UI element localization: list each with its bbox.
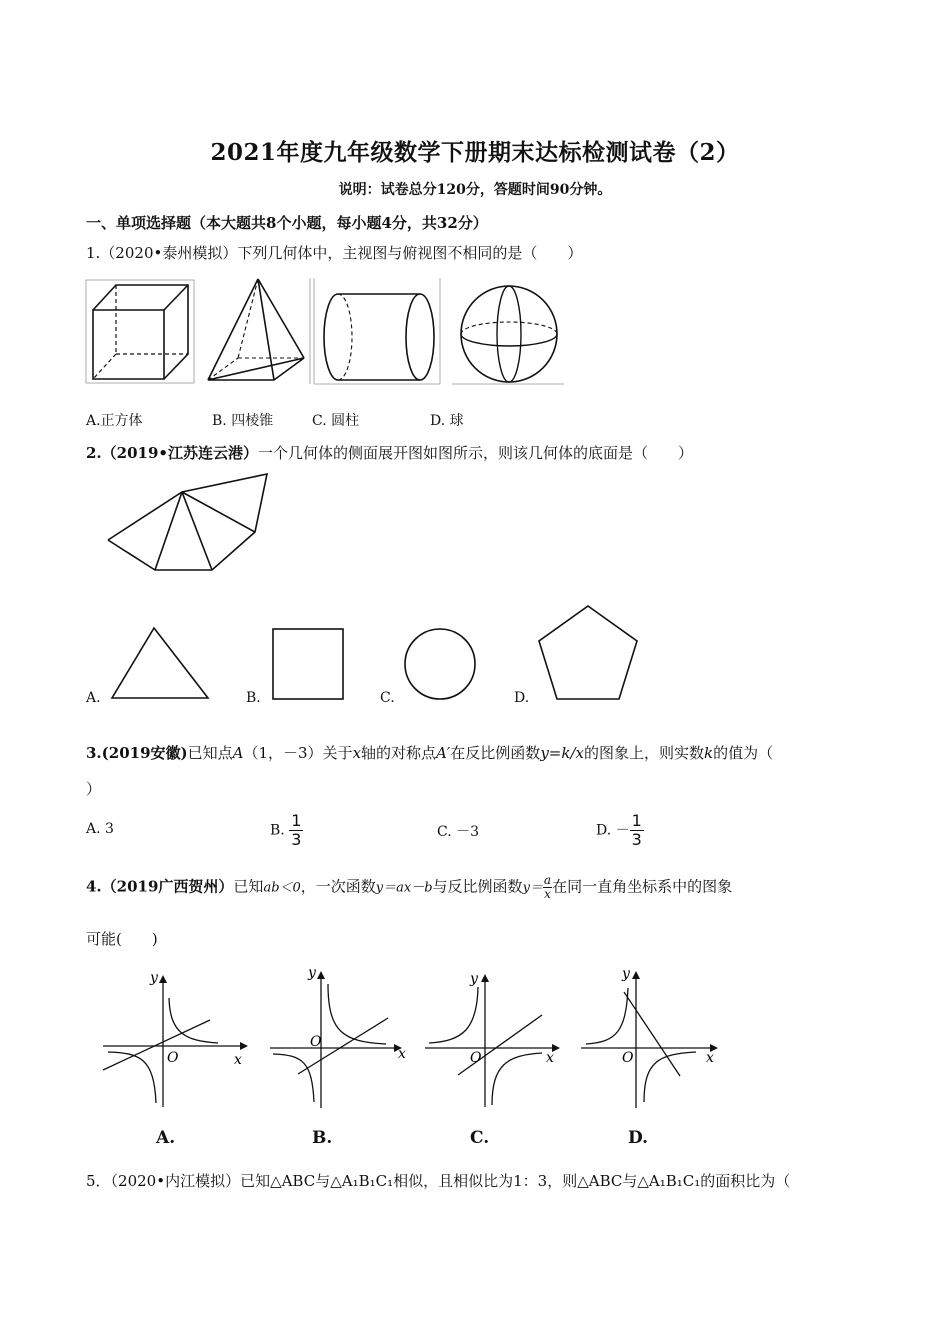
question-5-text: 5．（2020•内江模拟）已知△ABC与△A₁B₁C₁相似，且相似比为1：3，则△ABC与△A₁B₁C₁的面积比为（ <box>86 1172 791 1190</box>
pyramid-figure <box>200 276 312 386</box>
q3-function: y=k/x <box>540 744 584 762</box>
q4-text-part: 与反比例函数 <box>432 877 523 896</box>
question-4-text <box>86 874 732 901</box>
question-3-cont: ） <box>86 780 102 798</box>
question-4-cont: 可能( ) <box>86 930 158 948</box>
question-3-text <box>86 742 773 764</box>
graph-c[interactable] <box>422 965 572 1110</box>
axis-y-label: y <box>150 970 158 986</box>
cube-figure <box>86 280 196 385</box>
net-figure <box>100 470 275 575</box>
axis-x-label: x <box>546 1050 554 1066</box>
origin-label: O <box>167 1050 179 1066</box>
sphere-figure <box>452 280 564 386</box>
square-option[interactable] <box>272 628 344 700</box>
q3-point-a-prime: A′ <box>436 744 451 762</box>
axis-x-label: x <box>234 1052 242 1068</box>
q2-option-b[interactable]: B. <box>246 690 261 706</box>
graph-a-label: A. <box>156 1128 176 1148</box>
q2-option-a[interactable]: A. <box>86 690 101 706</box>
graph-d[interactable] <box>578 962 728 1112</box>
origin-label: O <box>310 1034 322 1050</box>
q1-option-a[interactable]: A.正方体 <box>86 413 143 429</box>
q4-linear-function: y＝ax－b <box>375 880 433 896</box>
q3-option-b[interactable] <box>270 812 303 849</box>
q3-option-a[interactable]: A. 3 <box>86 821 114 837</box>
q4-text-part: 在同一直角坐标系中的图象 <box>552 877 733 896</box>
fraction-denominator: 3 <box>631 830 642 849</box>
q4-condition: ab＜0 <box>263 880 301 896</box>
graph-b[interactable] <box>268 962 418 1112</box>
fraction-denominator: 3 <box>291 830 302 849</box>
question-1-text: 1.（2020•泰州模拟）下列几何体中，主视图与俯视图不相同的是（ ） <box>86 244 583 262</box>
axis-y-label: y <box>622 966 630 982</box>
q3-text-part: 已知点 <box>187 744 233 762</box>
graph-d-label: D. <box>628 1128 649 1148</box>
graph-c-label: C. <box>470 1128 490 1148</box>
fraction-numerator: 1 <box>291 811 302 830</box>
q3-axis: x <box>352 744 362 762</box>
q3-text-part: 在反比例函数 <box>450 744 541 762</box>
q1-option-b[interactable]: B. 四棱锥 <box>212 413 274 429</box>
origin-label: O <box>622 1050 634 1066</box>
graph-a[interactable] <box>100 965 260 1110</box>
q3-k: k <box>703 744 714 762</box>
graph-b-label: B. <box>312 1128 333 1148</box>
q3-point-a: A <box>232 744 244 762</box>
cylinder-figure <box>312 276 442 386</box>
q1-option-d[interactable]: D. 球 <box>430 413 464 429</box>
q3-option-c[interactable]: C. －3 <box>437 824 480 840</box>
q3-text-part: 的图象上，则实数 <box>583 744 704 762</box>
question-2-body: 一个几何体的侧面展开图如图所示，则该几何体的底面是（ ） <box>258 444 694 462</box>
q3-option-b-fraction <box>289 812 303 849</box>
q2-option-c[interactable]: C. <box>380 690 395 706</box>
axis-x-label: x <box>706 1050 714 1066</box>
q3-text-part: 的值为（ <box>713 744 774 762</box>
question-2-text <box>86 442 693 464</box>
circle-option[interactable] <box>402 626 478 702</box>
fraction-denominator: x <box>544 887 551 901</box>
question-3-source: 3.(2019安徽) <box>86 744 188 762</box>
question-2-source: 2.（2019•江苏连云港） <box>86 444 258 462</box>
pentagon-option[interactable] <box>536 604 640 700</box>
q3-option-b-label: B. <box>270 822 285 839</box>
q4-text-part: 已知 <box>233 877 264 896</box>
question-4-source: 4.（2019广西贺州） <box>86 877 234 896</box>
exam-note: 说明：试卷总分120分，答题时间90分钟。 <box>338 182 612 198</box>
triangle-option[interactable] <box>110 626 210 700</box>
q1-option-c[interactable]: C. 圆柱 <box>312 413 360 429</box>
section-heading: 一、单项选择题（本大题共8个小题，每小题4分，共32分） <box>86 214 488 232</box>
q3-option-d-label: D. － <box>596 822 630 839</box>
q4-inverse-y: y＝ <box>522 880 543 896</box>
axis-x-label: x <box>398 1046 406 1062</box>
q3-option-d-fraction <box>630 812 644 849</box>
q3-option-d[interactable] <box>596 812 644 849</box>
q4-inverse-fraction <box>543 874 552 901</box>
q4-text-part: ，一次函数 <box>300 877 376 896</box>
q2-option-d[interactable]: D. <box>514 690 530 706</box>
fraction-numerator: 1 <box>631 811 642 830</box>
origin-label: O <box>470 1050 482 1066</box>
axis-y-label: y <box>470 971 478 987</box>
page-title: 2021年度九年级数学下册期末达标检测试卷（2） <box>210 139 740 166</box>
q3-text-part: 轴的对称点 <box>361 744 437 762</box>
q3-coords: （1，－3）关于 <box>243 744 353 762</box>
fraction-numerator: a <box>543 873 552 887</box>
axis-y-label: y <box>308 965 316 981</box>
